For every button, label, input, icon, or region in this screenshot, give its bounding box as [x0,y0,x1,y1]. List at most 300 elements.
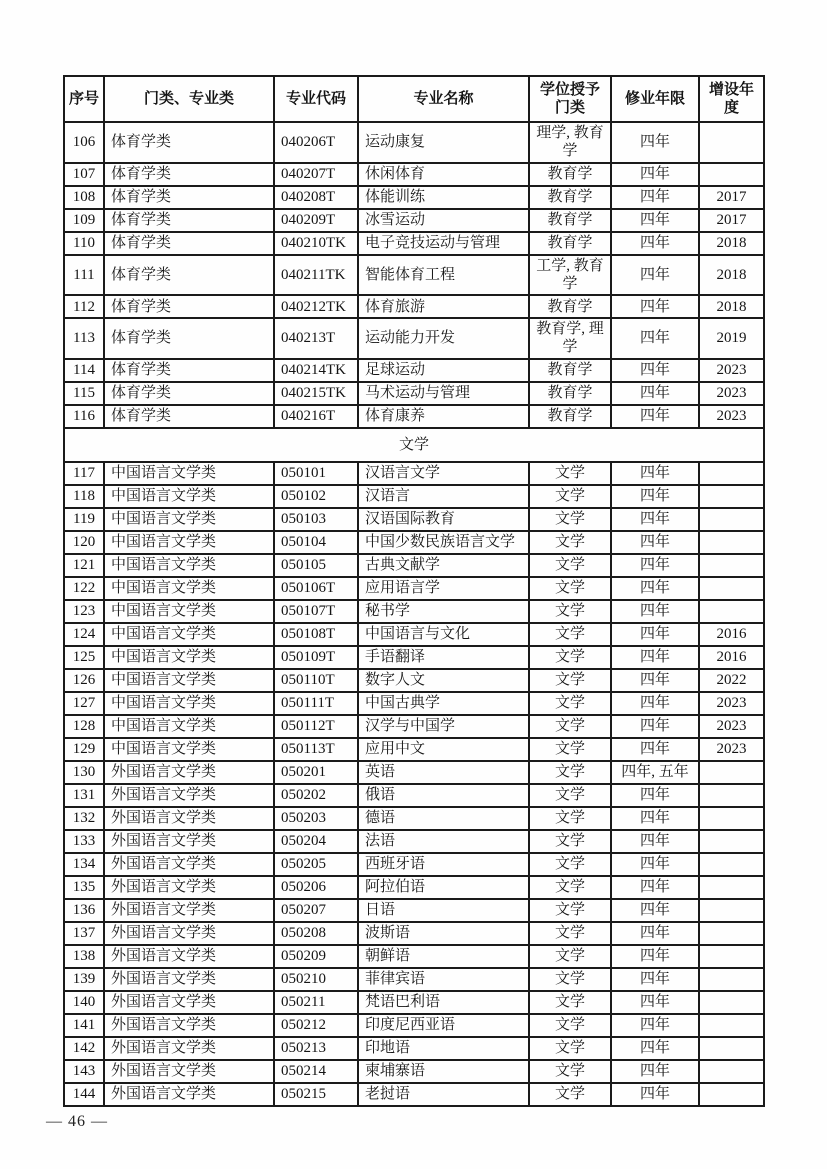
cell-degree-category: 文学 [529,1014,611,1037]
cell-degree-category: 教育学 [529,382,611,405]
cell-category: 体育学类 [104,209,274,232]
table-row [64,554,764,577]
cell-degree-category: 文学 [529,577,611,600]
table-row [64,577,764,600]
cell-degree-category: 文学 [529,1037,611,1060]
cell-major-code: 050213 [274,1037,358,1060]
cell-major-name: 冰雪运动 [358,209,529,232]
cell-study-years: 四年 [611,163,699,186]
cell-category: 中国语言文学类 [104,692,274,715]
cell-study-years: 四年 [611,922,699,945]
table-header [64,76,764,122]
cell-major-code: 040214TK [274,359,358,382]
cell-category: 外国语言文学类 [104,945,274,968]
cell-major-name: 中国少数民族语言文学 [358,531,529,554]
table-row [64,899,764,922]
cell-serial-number: 143 [64,1060,104,1083]
cell-year-added: 2023 [699,359,764,382]
table-row [64,485,764,508]
cell-degree-category: 文学 [529,807,611,830]
cell-category: 中国语言文学类 [104,646,274,669]
cell-category: 中国语言文学类 [104,669,274,692]
cell-serial-number: 114 [64,359,104,382]
cell-year-added [699,876,764,899]
cell-year-added [699,531,764,554]
cell-year-added: 2018 [699,232,764,255]
cell-year-added: 2023 [699,692,764,715]
cell-degree-category: 文学 [529,715,611,738]
cell-study-years: 四年 [611,508,699,531]
table-body [64,122,764,1106]
table-row [64,255,764,296]
header-row [64,76,764,122]
cell-study-years: 四年 [611,623,699,646]
cell-degree-category: 文学 [529,991,611,1014]
column-header-serial: 序号 [64,76,104,122]
cell-degree-category: 文学 [529,1083,611,1106]
cell-degree-category: 教育学 [529,209,611,232]
cell-category: 外国语言文学类 [104,830,274,853]
cell-degree-category: 文学 [529,600,611,623]
table-row [64,531,764,554]
cell-major-name: 足球运动 [358,359,529,382]
cell-category: 中国语言文学类 [104,554,274,577]
table-row [64,1083,764,1106]
table-row [64,186,764,209]
cell-major-name: 印度尼西亚语 [358,1014,529,1037]
cell-study-years: 四年 [611,600,699,623]
cell-serial-number: 139 [64,968,104,991]
cell-major-code: 050208 [274,922,358,945]
cell-major-name: 体育康养 [358,405,529,428]
table-row [64,646,764,669]
cell-serial-number: 110 [64,232,104,255]
cell-major-name: 应用语言学 [358,577,529,600]
cell-study-years: 四年 [611,853,699,876]
cell-study-years: 四年 [611,1060,699,1083]
cell-study-years: 四年 [611,945,699,968]
cell-major-code: 050110T [274,669,358,692]
cell-study-years: 四年 [611,531,699,554]
cell-study-years: 四年 [611,899,699,922]
cell-degree-category: 文学 [529,784,611,807]
cell-major-name: 体育旅游 [358,295,529,318]
cell-study-years: 四年 [611,295,699,318]
cell-degree-category: 教育学 [529,295,611,318]
cell-category: 外国语言文学类 [104,922,274,945]
cell-degree-category: 文学 [529,945,611,968]
cell-study-years: 四年 [611,1037,699,1060]
table-row [64,715,764,738]
cell-major-code: 050207 [274,899,358,922]
cell-study-years: 四年 [611,554,699,577]
section-header-row [64,428,764,462]
cell-major-name: 运动能力开发 [358,318,529,359]
cell-degree-category: 教育学, 理学 [529,318,611,359]
table-row [64,830,764,853]
cell-degree-category: 文学 [529,485,611,508]
cell-major-code: 050105 [274,554,358,577]
cell-degree-category: 文学 [529,508,611,531]
cell-serial-number: 120 [64,531,104,554]
cell-major-code: 050215 [274,1083,358,1106]
cell-degree-category: 文学 [529,669,611,692]
cell-major-code: 050112T [274,715,358,738]
cell-study-years: 四年 [611,255,699,296]
cell-year-added: 2023 [699,715,764,738]
cell-year-added [699,968,764,991]
cell-study-years: 四年 [611,738,699,761]
cell-study-years: 四年 [611,692,699,715]
cell-category: 外国语言文学类 [104,853,274,876]
cell-study-years: 四年 [611,830,699,853]
cell-serial-number: 118 [64,485,104,508]
cell-category: 中国语言文学类 [104,715,274,738]
cell-category: 体育学类 [104,186,274,209]
table-row [64,122,764,163]
cell-degree-category: 文学 [529,968,611,991]
cell-serial-number: 108 [64,186,104,209]
cell-study-years: 四年 [611,784,699,807]
cell-major-code: 050204 [274,830,358,853]
cell-serial-number: 141 [64,1014,104,1037]
cell-year-added: 2023 [699,382,764,405]
cell-major-name: 英语 [358,761,529,784]
table-row [64,1037,764,1060]
cell-study-years: 四年 [611,232,699,255]
cell-major-code: 050201 [274,761,358,784]
column-header-degree: 学位授予门类 [529,76,611,122]
cell-degree-category: 文学 [529,554,611,577]
cell-major-name: 朝鲜语 [358,945,529,968]
cell-year-added [699,784,764,807]
cell-degree-category: 文学 [529,646,611,669]
cell-major-name: 印地语 [358,1037,529,1060]
cell-major-code: 050103 [274,508,358,531]
cell-category: 外国语言文学类 [104,784,274,807]
majors-table [63,75,765,1107]
cell-category: 外国语言文学类 [104,1014,274,1037]
cell-year-added [699,1037,764,1060]
cell-degree-category: 文学 [529,853,611,876]
cell-major-name: 运动康复 [358,122,529,163]
cell-study-years: 四年 [611,991,699,1014]
cell-major-code: 040206T [274,122,358,163]
cell-major-code: 050111T [274,692,358,715]
table-row [64,295,764,318]
cell-major-code: 050113T [274,738,358,761]
cell-major-name: 电子竞技运动与管理 [358,232,529,255]
cell-major-name: 汉学与中国学 [358,715,529,738]
cell-degree-category: 教育学 [529,163,611,186]
cell-serial-number: 126 [64,669,104,692]
cell-degree-category: 文学 [529,738,611,761]
cell-year-added: 2019 [699,318,764,359]
cell-category: 体育学类 [104,163,274,186]
cell-degree-category: 文学 [529,623,611,646]
cell-study-years: 四年 [611,669,699,692]
cell-degree-category: 文学 [529,531,611,554]
cell-major-code: 050107T [274,600,358,623]
table-row [64,405,764,428]
cell-category: 体育学类 [104,382,274,405]
cell-major-name: 西班牙语 [358,853,529,876]
cell-serial-number: 124 [64,623,104,646]
table-row [64,1014,764,1037]
cell-serial-number: 117 [64,462,104,485]
cell-year-added [699,945,764,968]
cell-serial-number: 109 [64,209,104,232]
cell-category: 外国语言文学类 [104,1037,274,1060]
table-row [64,807,764,830]
cell-year-added [699,600,764,623]
cell-major-code: 040209T [274,209,358,232]
cell-major-code: 040208T [274,186,358,209]
cell-category: 外国语言文学类 [104,968,274,991]
cell-year-added [699,899,764,922]
cell-category: 中国语言文学类 [104,531,274,554]
cell-serial-number: 131 [64,784,104,807]
cell-serial-number: 137 [64,922,104,945]
cell-study-years: 四年 [611,485,699,508]
cell-year-added: 2022 [699,669,764,692]
cell-year-added [699,554,764,577]
cell-major-name: 梵语巴利语 [358,991,529,1014]
cell-major-name: 古典文献学 [358,554,529,577]
cell-study-years: 四年 [611,715,699,738]
cell-study-years: 四年 [611,876,699,899]
cell-major-code: 040213T [274,318,358,359]
cell-major-name: 休闲体育 [358,163,529,186]
cell-serial-number: 119 [64,508,104,531]
cell-serial-number: 129 [64,738,104,761]
cell-major-code: 040207T [274,163,358,186]
cell-category: 中国语言文学类 [104,485,274,508]
cell-serial-number: 142 [64,1037,104,1060]
cell-study-years: 四年 [611,382,699,405]
cell-major-name: 秘书学 [358,600,529,623]
cell-study-years: 四年 [611,807,699,830]
cell-study-years: 四年 [611,122,699,163]
cell-category: 体育学类 [104,405,274,428]
cell-serial-number: 130 [64,761,104,784]
cell-degree-category: 教育学 [529,232,611,255]
cell-major-name: 德语 [358,807,529,830]
cell-major-code: 050214 [274,1060,358,1083]
cell-serial-number: 123 [64,600,104,623]
cell-major-name: 老挝语 [358,1083,529,1106]
cell-study-years: 四年 [611,186,699,209]
cell-year-added [699,1060,764,1083]
cell-category: 外国语言文学类 [104,807,274,830]
cell-category: 中国语言文学类 [104,577,274,600]
cell-major-name: 中国古典学 [358,692,529,715]
cell-year-added: 2018 [699,255,764,296]
cell-serial-number: 125 [64,646,104,669]
cell-degree-category: 文学 [529,899,611,922]
cell-degree-category: 文学 [529,922,611,945]
cell-degree-category: 文学 [529,830,611,853]
cell-serial-number: 116 [64,405,104,428]
cell-degree-category: 文学 [529,876,611,899]
cell-category: 中国语言文学类 [104,508,274,531]
column-header-category: 门类、专业类 [104,76,274,122]
cell-major-code: 050104 [274,531,358,554]
page-number: — 46 — [46,1113,108,1130]
cell-serial-number: 132 [64,807,104,830]
table-row [64,209,764,232]
cell-degree-category: 工学, 教育学 [529,255,611,296]
column-header-year-added: 增设年度 [699,76,764,122]
cell-year-added: 2023 [699,405,764,428]
cell-major-name: 法语 [358,830,529,853]
cell-degree-category: 文学 [529,1060,611,1083]
table-row [64,945,764,968]
cell-major-code: 050109T [274,646,358,669]
cell-year-added: 2023 [699,738,764,761]
cell-year-added [699,462,764,485]
table-row [64,623,764,646]
cell-major-code: 040211TK [274,255,358,296]
cell-major-name: 柬埔寨语 [358,1060,529,1083]
cell-study-years: 四年 [611,209,699,232]
cell-year-added: 2018 [699,295,764,318]
cell-serial-number: 112 [64,295,104,318]
cell-serial-number: 135 [64,876,104,899]
cell-degree-category: 教育学 [529,405,611,428]
cell-study-years: 四年 [611,1014,699,1037]
cell-major-code: 050101 [274,462,358,485]
table-row [64,991,764,1014]
cell-major-name: 汉语言 [358,485,529,508]
cell-major-code: 050106T [274,577,358,600]
cell-year-added: 2016 [699,646,764,669]
cell-year-added [699,1014,764,1037]
cell-serial-number: 144 [64,1083,104,1106]
cell-major-name: 汉语国际教育 [358,508,529,531]
cell-study-years: 四年 [611,577,699,600]
cell-year-added [699,1083,764,1106]
cell-major-code: 050210 [274,968,358,991]
cell-year-added [699,761,764,784]
table-row [64,692,764,715]
cell-major-name: 应用中文 [358,738,529,761]
cell-serial-number: 136 [64,899,104,922]
cell-major-code: 050205 [274,853,358,876]
section-label: 文学 [64,428,764,462]
cell-degree-category: 文学 [529,692,611,715]
cell-degree-category: 理学, 教育学 [529,122,611,163]
cell-major-name: 日语 [358,899,529,922]
cell-serial-number: 127 [64,692,104,715]
cell-serial-number: 111 [64,255,104,296]
table-row [64,853,764,876]
table-row [64,876,764,899]
cell-major-code: 040215TK [274,382,358,405]
cell-degree-category: 教育学 [529,186,611,209]
cell-major-name: 波斯语 [358,922,529,945]
cell-year-added: 2017 [699,209,764,232]
column-header-years: 修业年限 [611,76,699,122]
cell-serial-number: 122 [64,577,104,600]
cell-major-name: 中国语言与文化 [358,623,529,646]
cell-study-years: 四年 [611,318,699,359]
cell-year-added [699,807,764,830]
cell-serial-number: 121 [64,554,104,577]
cell-year-added [699,830,764,853]
cell-study-years: 四年 [611,462,699,485]
cell-major-code: 050203 [274,807,358,830]
cell-major-code: 050102 [274,485,358,508]
cell-major-code: 050108T [274,623,358,646]
table-row [64,163,764,186]
cell-major-code: 040212TK [274,295,358,318]
cell-degree-category: 文学 [529,761,611,784]
cell-major-code: 050212 [274,1014,358,1037]
table-row [64,359,764,382]
table-row [64,382,764,405]
cell-year-added: 2017 [699,186,764,209]
cell-study-years: 四年 [611,1083,699,1106]
cell-study-years: 四年 [611,968,699,991]
table-row [64,318,764,359]
cell-major-name: 手语翻译 [358,646,529,669]
cell-category: 中国语言文学类 [104,623,274,646]
table-row [64,669,764,692]
table-row [64,508,764,531]
cell-year-added [699,922,764,945]
cell-serial-number: 106 [64,122,104,163]
cell-year-added [699,163,764,186]
cell-category: 体育学类 [104,295,274,318]
cell-study-years: 四年 [611,646,699,669]
table-row [64,232,764,255]
cell-degree-category: 教育学 [529,359,611,382]
cell-category: 中国语言文学类 [104,462,274,485]
table-row [64,600,764,623]
cell-year-added [699,122,764,163]
column-header-name: 专业名称 [358,76,529,122]
cell-year-added [699,577,764,600]
table-row [64,761,764,784]
table-row [64,968,764,991]
cell-serial-number: 138 [64,945,104,968]
cell-year-added [699,485,764,508]
cell-serial-number: 133 [64,830,104,853]
cell-degree-category: 文学 [529,462,611,485]
cell-major-name: 数字人文 [358,669,529,692]
cell-serial-number: 113 [64,318,104,359]
cell-year-added [699,508,764,531]
cell-major-code: 050202 [274,784,358,807]
cell-serial-number: 107 [64,163,104,186]
column-header-code: 专业代码 [274,76,358,122]
cell-study-years: 四年, 五年 [611,761,699,784]
cell-category: 体育学类 [104,359,274,382]
table-row [64,922,764,945]
cell-category: 外国语言文学类 [104,761,274,784]
cell-category: 体育学类 [104,255,274,296]
cell-category: 体育学类 [104,122,274,163]
cell-major-name: 俄语 [358,784,529,807]
cell-major-name: 汉语言文学 [358,462,529,485]
cell-category: 体育学类 [104,232,274,255]
table-row [64,784,764,807]
cell-category: 外国语言文学类 [104,1060,274,1083]
cell-serial-number: 140 [64,991,104,1014]
cell-year-added [699,853,764,876]
cell-major-code: 050206 [274,876,358,899]
